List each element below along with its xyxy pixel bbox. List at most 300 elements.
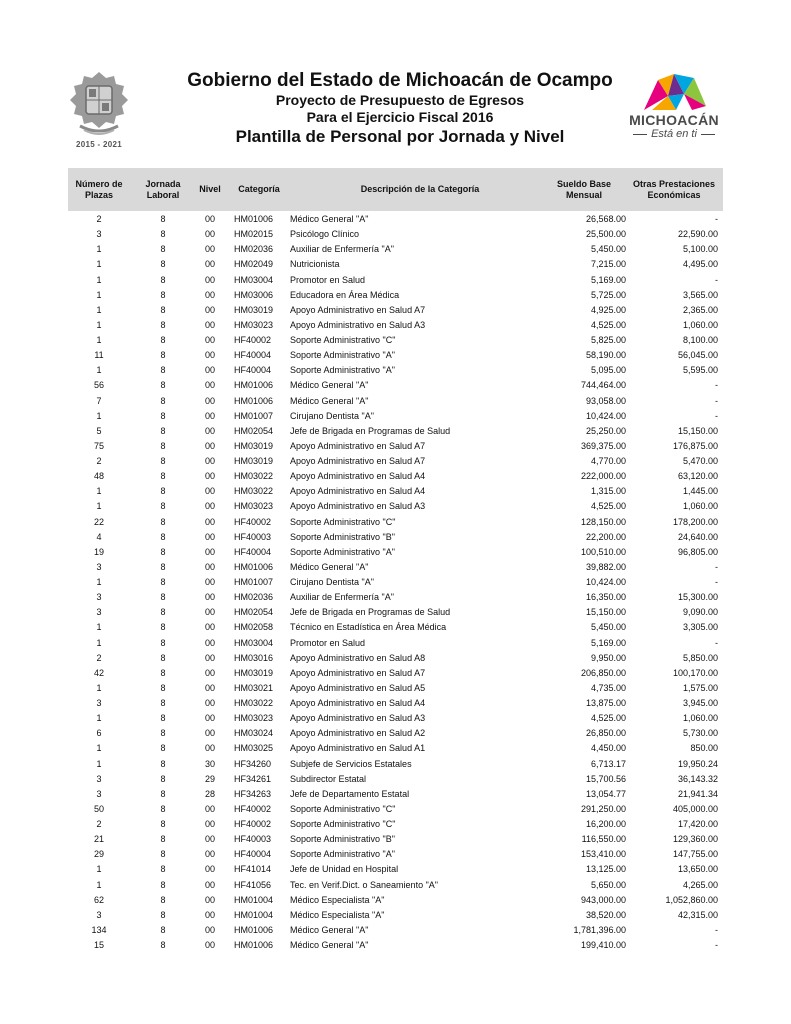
table-row [68, 348, 723, 363]
cell-jornada: 8 [160, 788, 166, 799]
cell-nivel: 00 [204, 259, 215, 270]
cell-otras: - [715, 410, 718, 421]
cell-otras: 5,850.00 [682, 652, 718, 663]
cell-categoria: HF40004 [234, 849, 272, 860]
cell-categoria: HM01007 [234, 410, 274, 421]
cell-descripcion: Jefe de Brigada en Programas de Salud [290, 607, 451, 618]
cell-categoria: HM03022 [234, 698, 274, 708]
cell-nivel: 00 [204, 637, 215, 648]
cell-categoria: HM02054 [234, 607, 274, 618]
cell-descripcion: Médico General "A" [290, 380, 369, 391]
cell-categoria: HM03019 [234, 440, 274, 451]
cell-categoria: HF41056 [234, 879, 272, 890]
cell-descripcion: Médico Especialista "A" [290, 894, 385, 905]
cell-categoria: HF34263 [234, 788, 272, 799]
cell-descripcion: Jefe de Unidad en Hospital [290, 864, 399, 875]
cell-nivel: 00 [204, 214, 215, 224]
michoacan-logo-icon [622, 72, 726, 112]
cell-categoria: HF40002 [234, 516, 272, 527]
cell-jornada: 8 [160, 259, 166, 270]
cell-categoria: HM03016 [234, 652, 274, 663]
table-row [68, 242, 723, 257]
cell-jornada: 8 [160, 229, 166, 240]
cell-otras: 42,315.00 [677, 909, 718, 920]
cell-sueldo: 39,882.00 [585, 561, 626, 572]
table-row [68, 212, 723, 227]
cell-plazas: 1 [96, 577, 102, 587]
fiscal-year-subtitle: Para el Ejercicio Fiscal 2016 [306, 109, 494, 125]
cell-sueldo: 4,525.00 [590, 501, 626, 512]
cell-plazas: 50 [93, 803, 104, 814]
cell-jornada: 8 [160, 214, 166, 224]
cell-plazas: 2 [96, 819, 102, 829]
table-row [68, 545, 723, 560]
cell-otras: 17,420.00 [677, 819, 718, 829]
table-row [68, 484, 723, 499]
cell-otras: 63,120.00 [677, 471, 718, 482]
cell-plazas: 5 [96, 425, 102, 436]
cell-nivel: 00 [204, 471, 215, 482]
cell-descripcion: Técnico en Estadística en Área Médica [290, 622, 447, 633]
cell-nivel: 00 [204, 395, 215, 406]
cell-plazas: 3 [96, 592, 102, 603]
cell-plazas: 56 [93, 380, 104, 391]
cell-nivel: 00 [204, 803, 215, 814]
cell-sueldo: 5,169.00 [590, 637, 626, 648]
cell-sueldo: 369,375.00 [580, 440, 626, 451]
cell-nivel: 00 [204, 304, 215, 315]
title-block [170, 70, 630, 147]
cell-plazas: 1 [96, 743, 102, 754]
cell-sueldo: 4,525.00 [590, 713, 626, 724]
cell-descripcion: Apoyo Administrativo en Salud A3 [290, 501, 426, 512]
cell-descripcion: Apoyo Administrativo en Salud A4 [290, 471, 426, 482]
cell-jornada: 8 [160, 894, 166, 905]
cell-sueldo: 13,125.00 [585, 864, 626, 875]
cell-plazas: 1 [96, 713, 102, 724]
table-row [68, 590, 723, 605]
cell-jornada: 8 [160, 652, 166, 663]
cell-categoria: HM02015 [234, 229, 274, 240]
cell-jornada: 8 [160, 607, 166, 618]
cell-categoria: HM01006 [234, 380, 274, 391]
cell-jornada: 8 [160, 864, 166, 875]
cell-sueldo: 5,169.00 [590, 274, 626, 285]
cell-otras: 1,060.00 [682, 713, 718, 724]
cell-nivel: 00 [204, 652, 215, 663]
cell-plazas: 2 [96, 214, 102, 224]
cell-categoria: HM02049 [234, 259, 274, 270]
table-row [68, 651, 723, 666]
cell-plazas: 1 [96, 259, 102, 270]
table-row [68, 605, 723, 620]
cell-otras: 3,565.00 [682, 289, 718, 300]
cell-sueldo: 10,424.00 [585, 577, 626, 587]
column-header-jornada: Jornada Laboral [145, 178, 181, 200]
cell-sueldo: 4,450.00 [590, 743, 626, 754]
cell-plazas: 3 [96, 607, 102, 618]
cell-jornada: 8 [160, 622, 166, 633]
cell-plazas: 11 [94, 350, 104, 361]
cell-sueldo: 744,464.00 [580, 380, 626, 391]
cell-descripcion: Médico General "A" [290, 214, 369, 224]
cell-nivel: 00 [204, 592, 215, 603]
cell-descripcion: Soporte Administrativo "C" [290, 516, 396, 527]
cell-sueldo: 4,525.00 [590, 319, 626, 330]
report-title: Plantilla de Personal por Jornada y Nivel [235, 127, 565, 146]
cell-descripcion: Jefe de Brigada en Programas de Salud [290, 425, 451, 436]
cell-descripcion: Apoyo Administrativo en Salud A3 [290, 319, 426, 330]
cell-descripcion: Apoyo Administrativo en Salud A2 [290, 728, 426, 739]
column-header-nivel: Nivel [199, 184, 221, 194]
cell-plazas: 1 [96, 622, 102, 633]
cell-nivel: 00 [204, 516, 215, 527]
cell-categoria: HF40002 [234, 819, 272, 829]
cell-plazas: 1 [96, 758, 102, 769]
cell-categoria: HM03004 [234, 637, 274, 648]
cell-jornada: 8 [160, 909, 166, 920]
cell-jornada: 8 [160, 682, 166, 693]
cell-descripcion: Soporte Administrativo "C" [290, 335, 396, 345]
cell-nivel: 00 [204, 607, 215, 618]
cell-descripcion: Soporte Administrativo "B" [290, 834, 395, 845]
cell-otras: 4,495.00 [682, 259, 718, 270]
cell-sueldo: 199,410.00 [580, 940, 626, 950]
cell-categoria: HM03006 [234, 289, 274, 300]
cell-otras: 56,045.00 [677, 350, 718, 361]
cell-jornada: 8 [160, 531, 166, 542]
cell-descripcion: Cirujano Dentista "A" [290, 577, 374, 587]
cell-descripcion: Apoyo Administrativo en Salud A4 [290, 486, 426, 497]
cell-jornada: 8 [160, 319, 166, 330]
column-header-otras: Otras Prestaciones Económicas [632, 178, 716, 200]
table-row [68, 454, 723, 469]
cell-otras: 21,941.34 [677, 788, 718, 799]
cell-descripcion: Tec. en Verif.Dict. o Saneamiento "A" [290, 879, 438, 890]
cell-jornada: 8 [160, 350, 166, 361]
cell-categoria: HM01006 [234, 924, 274, 935]
cell-otras: 36,143.32 [677, 773, 718, 784]
cell-categoria: HM03023 [234, 713, 274, 724]
cell-sueldo: 15,150.00 [585, 607, 626, 618]
cell-categoria: HM03019 [234, 304, 274, 315]
cell-nivel: 00 [204, 350, 215, 361]
cell-nivel: 00 [204, 531, 215, 542]
cell-plazas: 1 [96, 319, 102, 330]
cell-nivel: 00 [204, 274, 215, 285]
column-header-descripcion: Descripción de la Categoría [360, 184, 480, 194]
cell-plazas: 2 [96, 652, 102, 663]
cell-nivel: 28 [204, 788, 215, 799]
cell-plazas: 62 [93, 894, 104, 905]
cell-sueldo: 25,250.00 [585, 425, 626, 436]
table-row [68, 726, 723, 741]
cell-plazas: 3 [96, 561, 102, 572]
cell-jornada: 8 [160, 471, 166, 482]
cell-jornada: 8 [160, 425, 166, 436]
cell-jornada: 8 [160, 940, 166, 950]
cell-plazas: 21 [93, 834, 104, 845]
cell-plazas: 1 [96, 682, 102, 693]
cell-plazas: 19 [93, 546, 104, 557]
logo-tagline: Está en ti [622, 128, 726, 140]
cell-descripcion: Apoyo Administrativo en Salud A4 [290, 698, 426, 708]
cell-jornada: 8 [160, 410, 166, 421]
cell-jornada: 8 [160, 637, 166, 648]
cell-otras: - [715, 924, 718, 935]
table-row [68, 439, 723, 454]
cell-jornada: 8 [160, 924, 166, 935]
cell-plazas: 134 [91, 924, 107, 935]
cell-otras: - [715, 380, 718, 391]
cell-descripcion: Psicólogo Clínico [290, 229, 360, 240]
cell-otras: 13,650.00 [677, 864, 718, 875]
cell-otras: 15,300.00 [677, 592, 718, 603]
cell-jornada: 8 [160, 834, 166, 845]
cell-otras: - [715, 214, 718, 224]
cell-descripcion: Médico General "A" [290, 395, 369, 406]
cell-plazas: 1 [96, 335, 102, 345]
cell-nivel: 00 [204, 743, 215, 754]
cell-jornada: 8 [160, 743, 166, 754]
cell-sueldo: 291,250.00 [580, 803, 626, 814]
cell-descripcion: Jefe de Departamento Estatal [290, 788, 410, 799]
cell-descripcion: Cirujano Dentista "A" [290, 410, 374, 421]
table-row [68, 499, 723, 514]
cell-sueldo: 116,550.00 [581, 834, 626, 845]
cell-otras: 15,150.00 [677, 425, 718, 436]
cell-plazas: 1 [96, 365, 102, 376]
cell-otras: 147,755.00 [672, 849, 718, 860]
cell-jornada: 8 [160, 274, 166, 285]
cell-otras: - [715, 395, 718, 406]
cell-sueldo: 5,725.00 [590, 289, 626, 300]
cell-categoria: HM01007 [234, 577, 274, 587]
cell-plazas: 1 [96, 289, 102, 300]
cell-jornada: 8 [160, 335, 166, 345]
table-row [68, 696, 723, 711]
logo-wordmark: MICHOACÁN [629, 112, 719, 128]
table-row [68, 908, 723, 923]
cell-sueldo: 4,770.00 [590, 456, 626, 466]
cell-sueldo: 13,875.00 [585, 698, 626, 708]
column-header-categoria: Categoría [238, 184, 280, 194]
cell-otras: - [715, 577, 718, 587]
cell-descripcion: Soporte Administrativo "A" [290, 365, 395, 376]
cell-jornada: 8 [160, 395, 166, 406]
cell-jornada: 8 [160, 728, 166, 739]
table-row [68, 741, 723, 756]
cell-plazas: 1 [96, 501, 102, 512]
cell-nivel: 00 [204, 456, 215, 466]
cell-categoria: HM01006 [234, 561, 274, 572]
cell-otras: 9,090.00 [682, 607, 718, 618]
table-row [68, 409, 723, 424]
cell-categoria: HM03022 [234, 471, 274, 482]
cell-jornada: 8 [160, 667, 166, 678]
cell-jornada: 8 [160, 819, 166, 829]
cell-plazas: 1 [96, 274, 102, 285]
cell-otras: 5,595.00 [682, 365, 718, 376]
cell-nivel: 00 [204, 698, 215, 708]
cell-plazas: 1 [96, 486, 102, 497]
cell-otras: 3,305.00 [682, 622, 718, 633]
cell-otras: 1,445.00 [682, 486, 718, 497]
cell-jornada: 8 [160, 561, 166, 572]
cell-sueldo: 15,700.56 [585, 773, 626, 784]
cell-sueldo: 25,500.00 [585, 229, 626, 240]
cell-sueldo: 22,200.00 [585, 531, 626, 542]
cell-descripcion: Apoyo Administrativo en Salud A7 [290, 667, 426, 678]
cell-plazas: 3 [96, 909, 102, 920]
cell-categoria: HM03022 [234, 486, 274, 497]
cell-jornada: 8 [160, 758, 166, 769]
table-row [68, 878, 723, 893]
cell-nivel: 00 [204, 486, 215, 497]
table-row [68, 832, 723, 847]
table-row [68, 681, 723, 696]
table-row [68, 923, 723, 938]
cell-categoria: HF40004 [234, 350, 272, 361]
cell-categoria: HM03024 [234, 728, 274, 739]
cell-sueldo: 26,568.00 [585, 214, 626, 224]
cell-sueldo: 5,650.00 [590, 879, 626, 890]
cell-jornada: 8 [160, 456, 166, 466]
cell-jornada: 8 [160, 304, 166, 315]
cell-descripcion: Apoyo Administrativo en Salud A5 [290, 682, 426, 693]
table-row [68, 257, 723, 272]
cell-otras: 24,640.00 [677, 531, 718, 542]
cell-categoria: HM01004 [234, 909, 274, 920]
page-subtitle: Proyecto de Presupuesto de Egresos [275, 92, 525, 108]
cell-otras: 1,060.00 [682, 501, 718, 512]
cell-descripcion: Médico Especialista "A" [290, 909, 385, 920]
cell-descripcion: Auxiliar de Enfermería "A" [290, 244, 394, 255]
cell-otras: 4,265.00 [682, 879, 718, 890]
cell-categoria: HM03004 [234, 274, 274, 285]
cell-jornada: 8 [160, 713, 166, 724]
cell-plazas: 1 [96, 864, 102, 875]
cell-nivel: 00 [204, 319, 215, 330]
cell-nivel: 00 [204, 834, 215, 845]
cell-otras: 1,052,860.00 [665, 894, 718, 905]
cell-jornada: 8 [160, 516, 166, 527]
cell-nivel: 00 [204, 682, 215, 693]
cell-nivel: 00 [204, 546, 215, 557]
cell-nivel: 00 [204, 849, 215, 860]
cell-plazas: 7 [96, 395, 102, 406]
cell-categoria: HF40002 [234, 335, 272, 345]
cell-categoria: HM02058 [234, 622, 274, 633]
cell-sueldo: 16,350.00 [585, 592, 626, 603]
table-row [68, 802, 723, 817]
cell-otras: - [715, 561, 718, 572]
cell-plazas: 1 [96, 410, 102, 421]
cell-sueldo: 4,735.00 [590, 682, 626, 693]
cell-nivel: 00 [204, 380, 215, 391]
cell-otras: - [715, 274, 718, 285]
cell-categoria: HM03025 [234, 743, 274, 754]
cell-sueldo: 1,315.00 [590, 486, 626, 497]
cell-descripcion: Apoyo Administrativo en Salud A7 [290, 440, 426, 451]
table-row [68, 893, 723, 908]
cell-jornada: 8 [160, 440, 166, 451]
cell-jornada: 8 [160, 244, 166, 255]
cell-categoria: HF40002 [234, 803, 272, 814]
table-row [68, 636, 723, 651]
cell-categoria: HM03023 [234, 501, 274, 512]
cell-descripcion: Apoyo Administrativo en Salud A1 [290, 743, 426, 754]
cell-otras: 96,805.00 [677, 546, 718, 557]
cell-descripcion: Auxiliar de Enfermería "A" [290, 592, 394, 603]
cell-otras: 5,100.00 [682, 244, 718, 255]
cell-jornada: 8 [160, 501, 166, 512]
cell-sueldo: 5,450.00 [590, 622, 626, 633]
table-row [68, 363, 723, 378]
cell-otras: 22,590.00 [677, 229, 718, 240]
cell-otras: 3,945.00 [682, 698, 718, 708]
cell-sueldo: 5,450.00 [590, 244, 626, 255]
table-row [68, 666, 723, 681]
cell-descripcion: Apoyo Administrativo en Salud A7 [290, 304, 426, 315]
cell-jornada: 8 [160, 380, 166, 391]
table-row [68, 711, 723, 726]
cell-sueldo: 58,190.00 [585, 350, 626, 361]
cell-descripcion: Nutricionista [290, 259, 340, 270]
cell-descripcion: Promotor en Salud [290, 637, 366, 648]
cell-categoria: HM02036 [234, 244, 274, 255]
cell-nivel: 00 [204, 561, 215, 572]
cell-nivel: 00 [204, 667, 215, 678]
table-row [68, 817, 723, 832]
coat-of-arms-icon [66, 70, 132, 140]
cell-sueldo: 4,925.00 [590, 304, 626, 315]
cell-descripcion: Soporte Administrativo "B" [290, 531, 395, 542]
cell-plazas: 3 [96, 698, 102, 708]
cell-sueldo: 7,215.00 [590, 259, 626, 270]
table-row [68, 787, 723, 802]
cell-sueldo: 13,054.77 [585, 788, 626, 799]
cell-jornada: 8 [160, 289, 166, 300]
cell-sueldo: 5,825.00 [590, 335, 626, 345]
cell-otras: 5,470.00 [682, 456, 718, 466]
cell-sueldo: 1,781,396.00 [573, 924, 626, 935]
cell-categoria: HM01006 [234, 214, 274, 224]
column-header-sueldo: Sueldo Base Mensual [556, 178, 612, 200]
cell-descripcion: Soporte Administrativo "C" [290, 819, 396, 829]
cell-descripcion: Subjefe de Servicios Estatales [290, 758, 412, 769]
table-row [68, 227, 723, 242]
table-row [68, 560, 723, 575]
cell-otras: 2,365.00 [682, 304, 718, 315]
cell-categoria: HF41014 [234, 864, 272, 875]
table-row [68, 303, 723, 318]
cell-nivel: 00 [204, 365, 215, 376]
cell-sueldo: 38,520.00 [585, 909, 626, 920]
cell-plazas: 1 [96, 244, 102, 255]
cell-categoria: HF34261 [234, 773, 272, 784]
cell-categoria: HM03019 [234, 456, 274, 466]
cell-jornada: 8 [160, 698, 166, 708]
cell-nivel: 00 [204, 229, 215, 240]
cell-plazas: 3 [96, 788, 102, 799]
table-row [68, 938, 723, 953]
state-seal-logo [66, 70, 132, 154]
cell-categoria: HM01004 [234, 894, 274, 905]
cell-sueldo: 9,950.00 [590, 652, 626, 663]
table-row [68, 862, 723, 877]
cell-descripcion: Soporte Administrativo "A" [290, 546, 395, 557]
